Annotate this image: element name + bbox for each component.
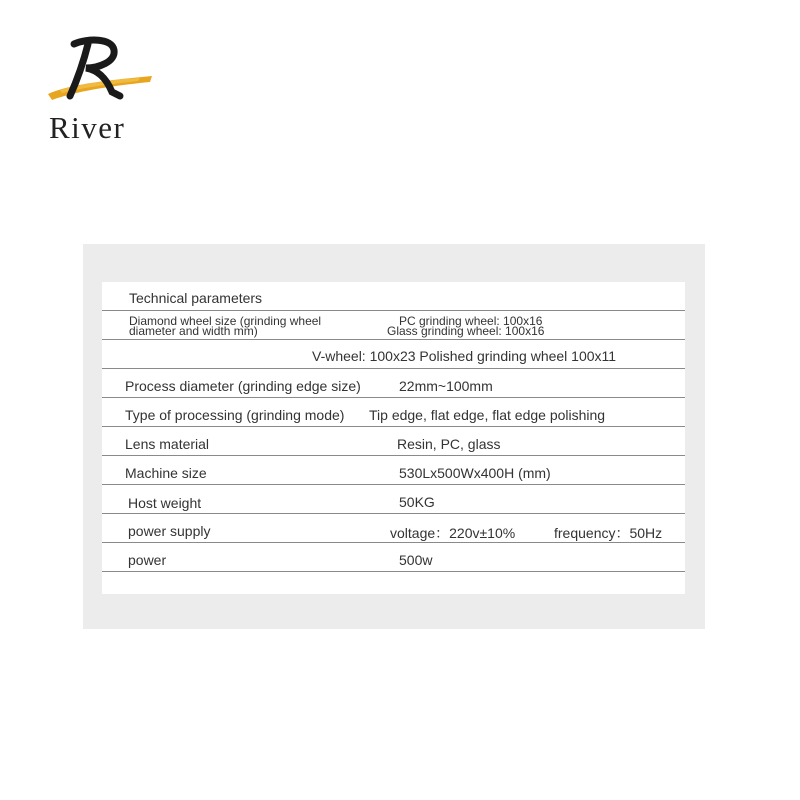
brand-name: River — [49, 110, 126, 145]
table-row — [102, 369, 685, 398]
table-title-row — [102, 282, 685, 311]
row-value: 530Lx500Wx400H (mm) — [399, 465, 551, 481]
table-row — [102, 398, 685, 427]
table-title: Technical parameters — [129, 290, 263, 306]
table-row — [102, 485, 685, 514]
table-row — [102, 427, 685, 456]
row-label: Process diameter (grinding edge size) — [125, 378, 361, 394]
row-value: Glass grinding wheel: 100x16 — [387, 324, 545, 338]
row-value: voltage：220v±10% — [390, 525, 516, 541]
row-value: Resin, PC, glass — [397, 436, 501, 452]
row-label: Machine size — [125, 465, 207, 481]
row-value-secondary: frequency：50Hz — [554, 525, 663, 541]
row-label: Type of processing (grinding mode) — [125, 407, 345, 423]
row-label: power — [128, 552, 167, 568]
row-value: 50KG — [399, 494, 435, 510]
spec-panel — [83, 244, 705, 629]
table-row — [102, 456, 685, 485]
brand-logo — [40, 30, 160, 145]
brand-mark-icon — [40, 30, 160, 110]
table-row — [102, 340, 685, 369]
row-label: Diamond wheel size (grinding wheel — [129, 314, 322, 328]
spec-table — [102, 282, 685, 594]
row-value: 22mm~100mm — [399, 378, 493, 394]
row-label: Lens material — [125, 436, 210, 452]
table-row — [102, 311, 685, 340]
row-label: Host weight — [128, 495, 202, 511]
table-row — [102, 514, 685, 543]
row-value: V-wheel: 100x23 Polished grinding wheel 100x11 — [312, 348, 617, 364]
row-value: 500w — [399, 552, 433, 568]
table-row — [102, 543, 685, 572]
row-label: power supply — [128, 523, 211, 539]
row-value: PC grinding wheel: 100x16 — [399, 314, 543, 328]
row-value: Tip edge, flat edge, flat edge polishing — [369, 407, 606, 423]
row-label: diameter and width mm) — [129, 324, 258, 338]
